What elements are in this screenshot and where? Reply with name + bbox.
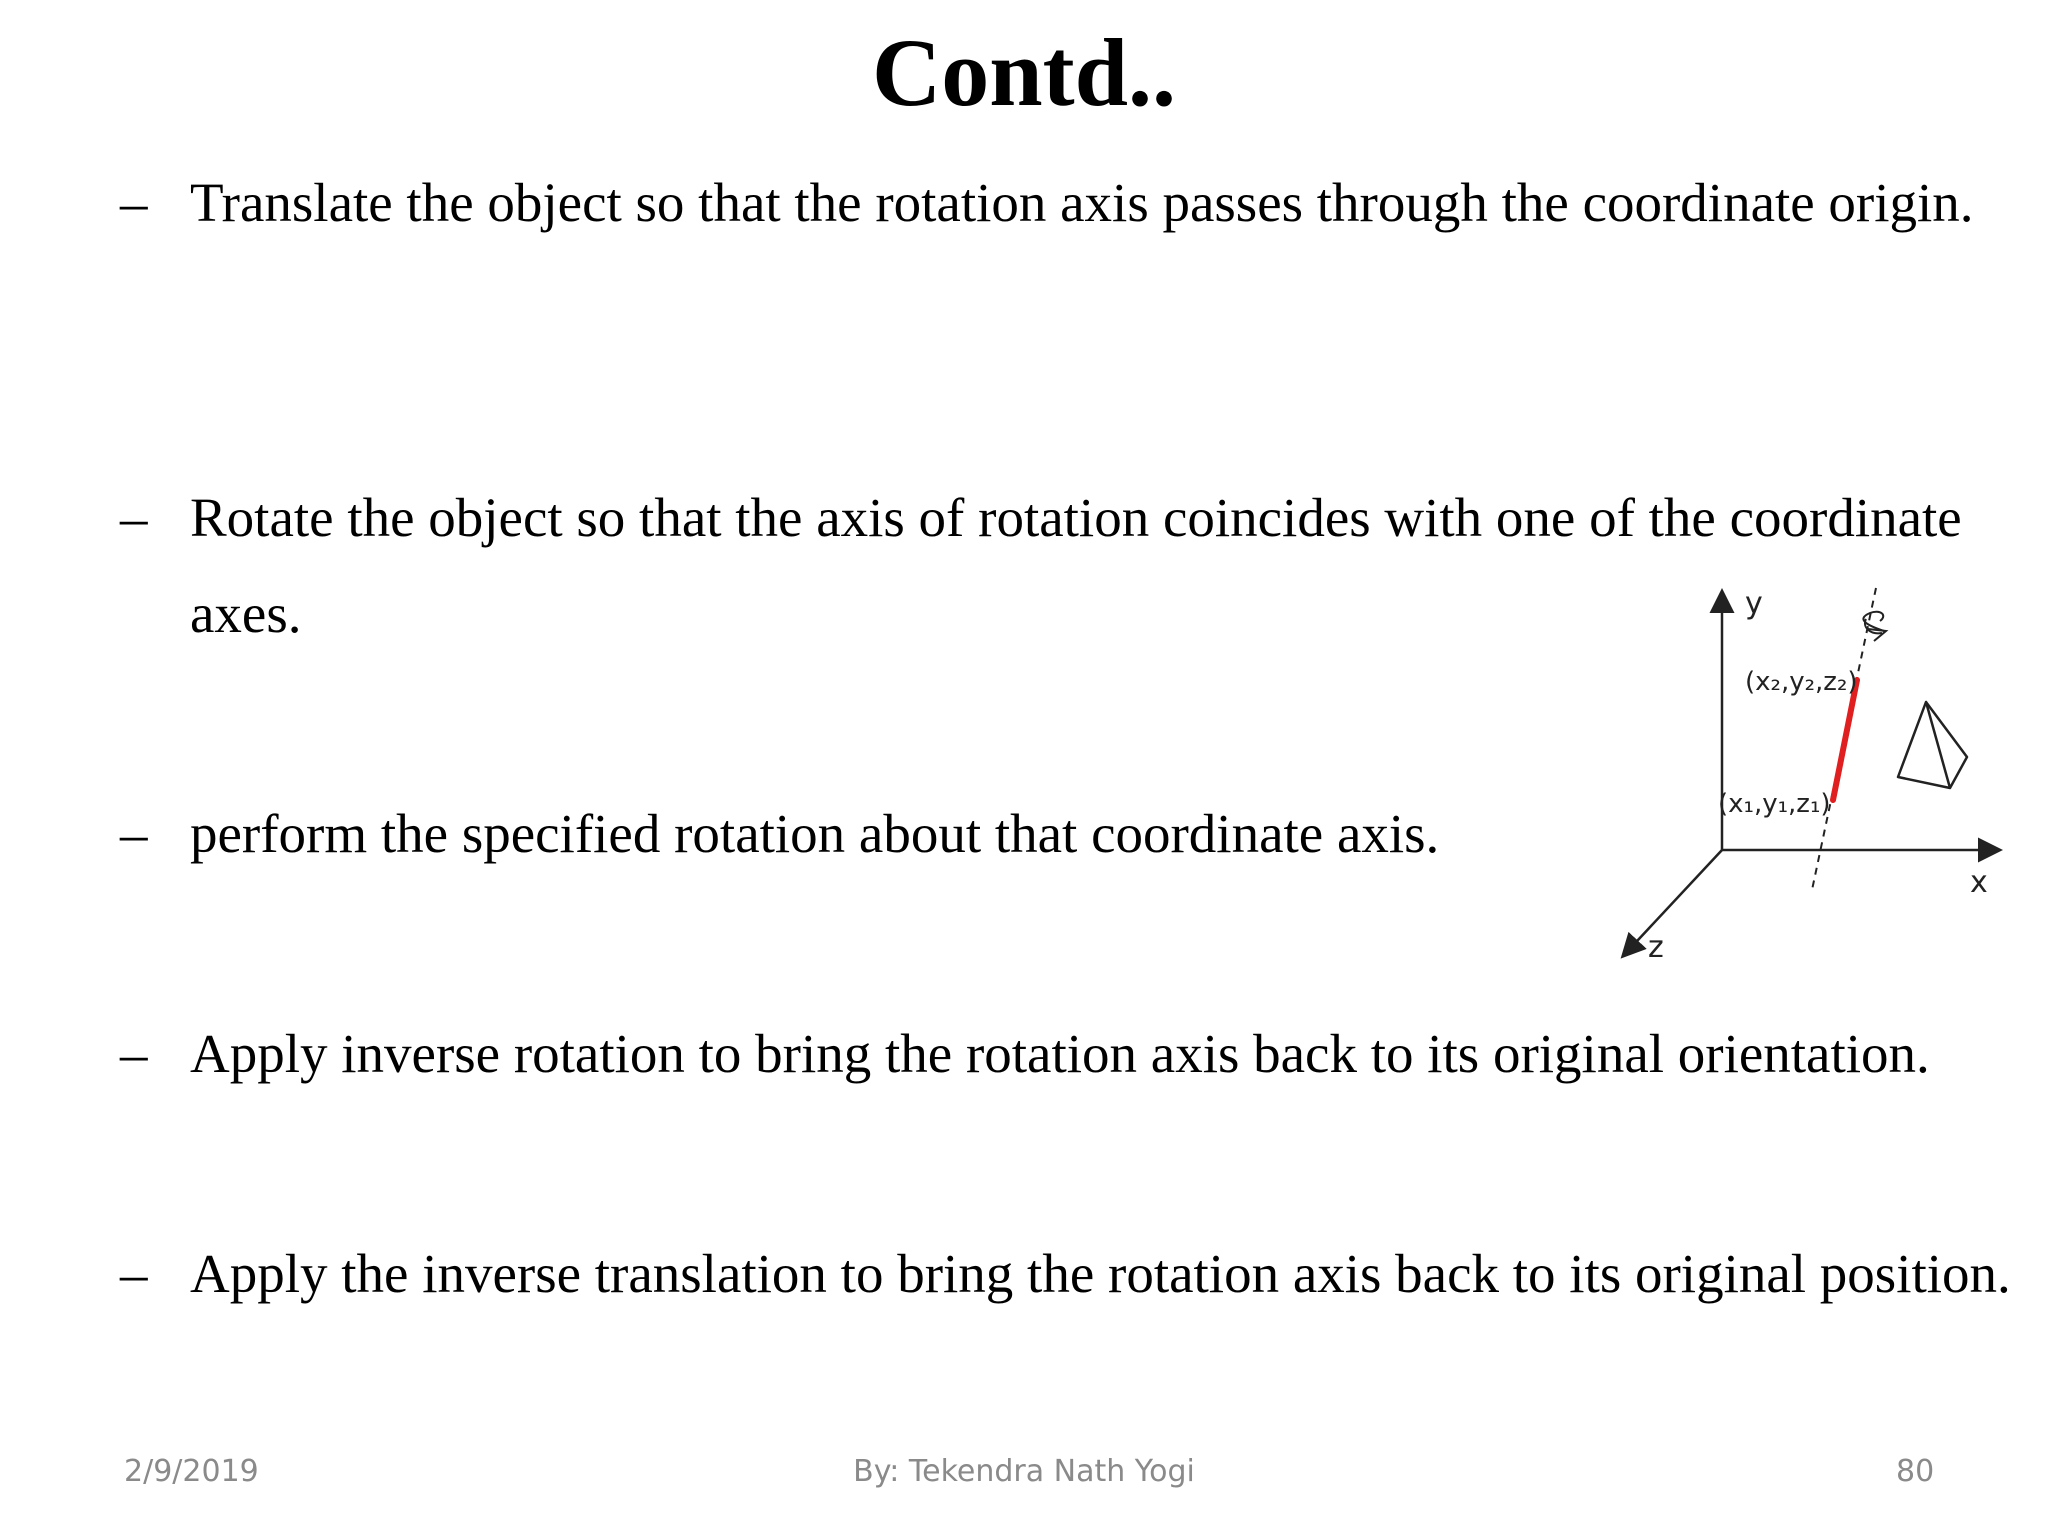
- bullet-marker: –: [120, 487, 148, 548]
- y-axis-label: y: [1745, 586, 1763, 621]
- bullet-translate: [120, 155, 2038, 251]
- point-1-label: (x₁,y₁,z₁): [1718, 789, 1831, 819]
- bullet-perform-rotation: [120, 786, 1590, 882]
- slide-title: Contd..: [871, 19, 1177, 126]
- bullet-inverse-translation: [120, 1226, 2038, 1322]
- x-axis-label: x: [1970, 865, 1988, 900]
- z-axis-label: z: [1648, 930, 1664, 965]
- bullet-marker: –: [120, 803, 148, 864]
- point-2-label: (x₂,y₂,z₂): [1745, 667, 1858, 697]
- bullet-text: Apply the inverse translation to bring the rotation axis back to its original position.: [190, 1243, 2011, 1304]
- footer-author: By: Tekendra Nath Yogi: [853, 1454, 1195, 1489]
- rotation-axis-diagram: [1600, 585, 2020, 985]
- bullet-inverse-rotation: [120, 1006, 2040, 1102]
- footer-date: 2/9/2019: [124, 1454, 259, 1489]
- bullet-marker: –: [120, 1243, 148, 1304]
- footer-page-number: 80: [1896, 1454, 1935, 1489]
- bullet-marker: –: [120, 172, 148, 233]
- bullet-text: Apply inverse rotation to bring the rotation axis back to its original orientation.: [190, 1023, 1930, 1084]
- bullet-text: Rotate the object so that the axis of rotation coincides with one of the coordinate axes.: [190, 487, 1962, 644]
- bullet-marker: –: [120, 1023, 148, 1084]
- bullet-text: perform the specified rotation about that coordinate axis.: [190, 803, 1440, 864]
- bullet-text: Translate the object so that the rotation axis passes through the coordinate origin.: [190, 172, 1974, 233]
- pyramid-icon: [1898, 702, 1967, 788]
- rotation-arrow-icon: [1863, 612, 1886, 641]
- rotation-axis-segment: [1833, 680, 1857, 800]
- z-axis-line: [1624, 850, 1722, 955]
